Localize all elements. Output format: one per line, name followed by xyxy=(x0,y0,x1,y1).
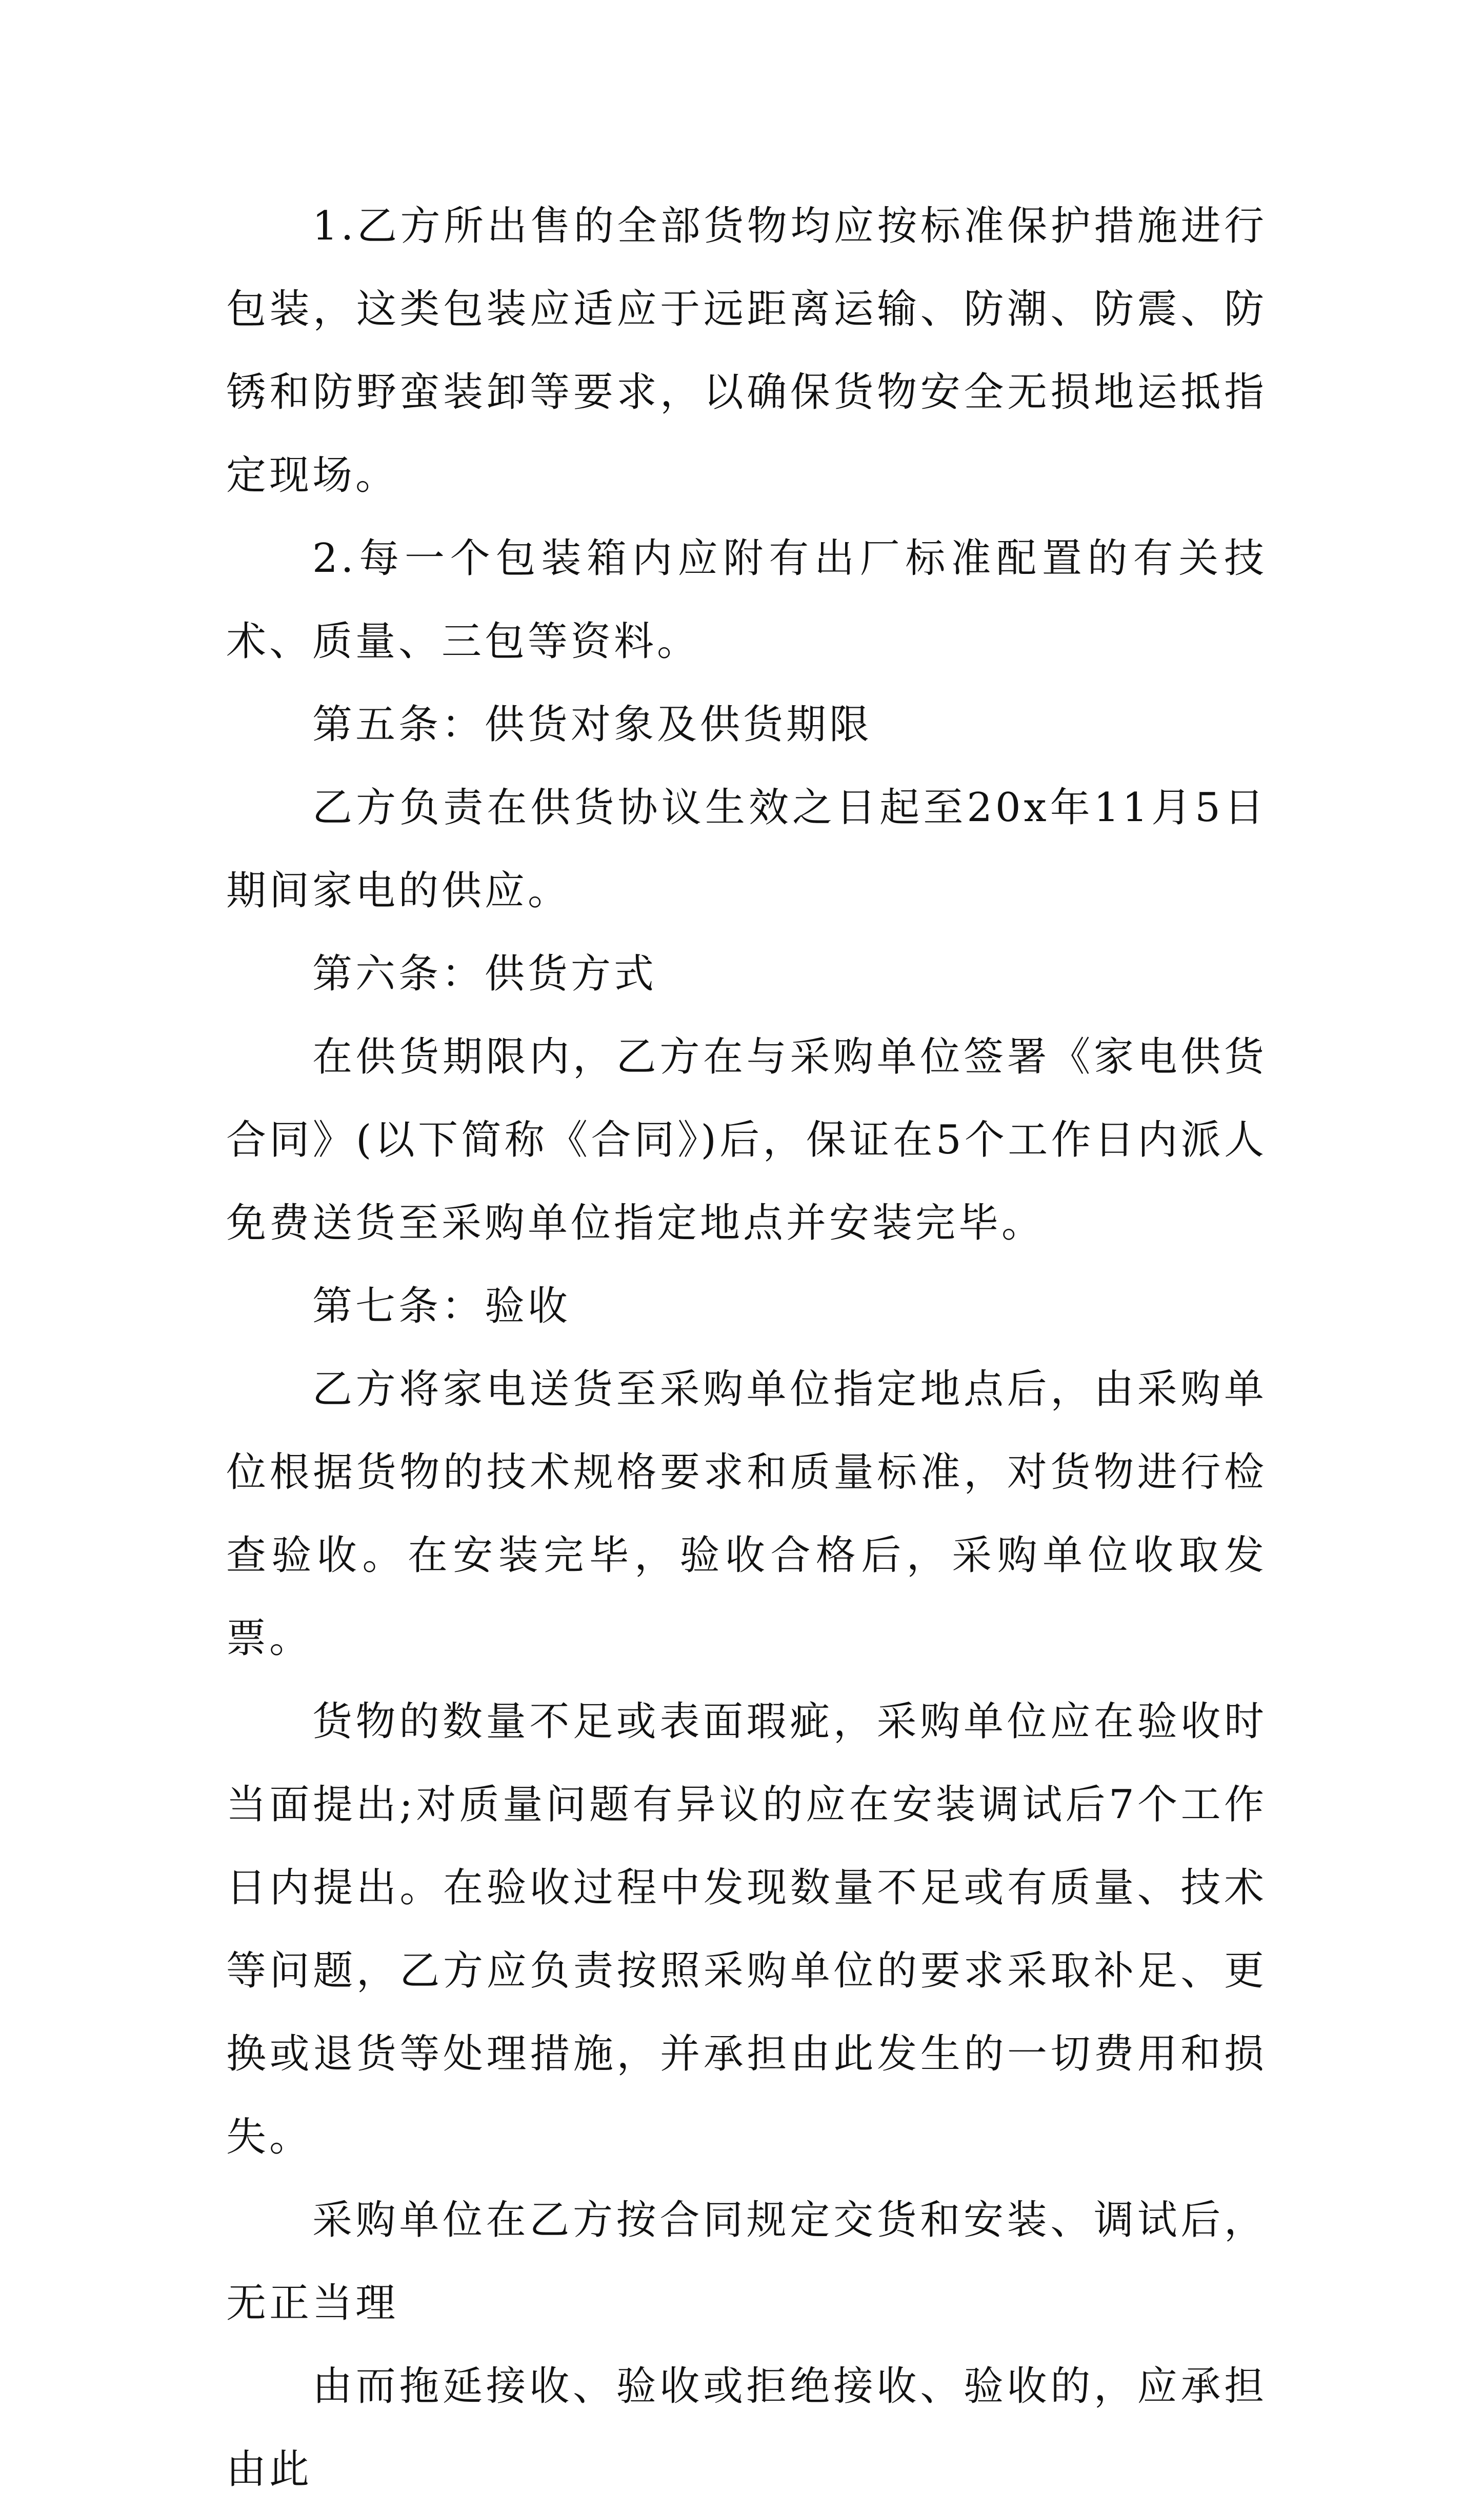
paragraph-packaging-documents: 2.每一个包装箱内应附有出厂标准配置的有关技术、质量、三包等资料。 xyxy=(226,535,1267,665)
paragraph-unjustified-delay: 采购单位在乙方按合同规定交货和安装、调试后，无正当理 xyxy=(226,2197,1267,2326)
paragraph-supply-method: 在供货期限内，乙方在与采购单位签署《家电供货合同》(以下简称《合同》)后，保证在5个工作日内派人免费送货至采购单位指定地点并安装完毕。 xyxy=(226,1034,1267,1246)
heading-article-7: 第七条：验收 xyxy=(312,1283,571,1329)
paragraph-acceptance-inspection: 乙方将家电送货至采购单位指定地点后，由采购单位根据货物的技术规格要求和质量标准，对货物进行检查验收。在安装完毕，验收合格后，采购单位收取发票。 xyxy=(226,1366,1267,1662)
heading-article-5: 第五条：供货对象及供货期限 xyxy=(312,702,873,748)
paragraph-liability-continuation: 由而拖延接收、验收或拒绝接收、验收的，应承担由此 xyxy=(226,2363,1267,2493)
paragraph-supply-period: 乙方负责在供货协议生效之日起至20x年11月5日期间家电的供应。 xyxy=(226,785,1267,914)
document-body xyxy=(226,185,1267,2511)
paragraph-quantity-defects: 货物的数量不足或表面瑕疵，采购单位应在验收时当面提出;对质量问题有异议的应在安装调试后7个工作日内提出。在验收过程中发现数量不足或有质量、技术等问题，乙方应负责按照采购单位的要求采取补足、更换或退货等处理措施，并承担由此发生的一切费用和损失。 xyxy=(226,1699,1267,2160)
heading-article-6: 第六条：供货方式 xyxy=(312,951,657,997)
paragraph-packaging-standard: 1.乙方所出售的全部货物均应按标准保护措施进行包装，这类包装应适应于远距离运输、防潮、防震、防锈和防野蛮装卸等要求，以确保货物安全无损地运抵指定现场。 xyxy=(226,203,1267,499)
